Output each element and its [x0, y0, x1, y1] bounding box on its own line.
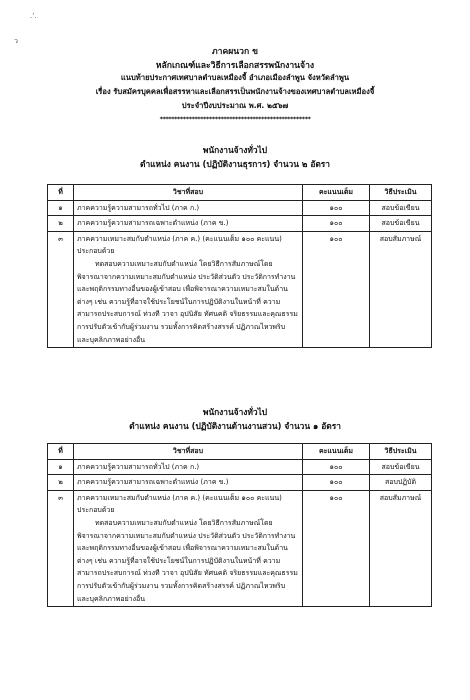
row-method: สอบข้อเขียน: [370, 459, 432, 475]
row-detail: ทดสอบความเหมาะสมกับตำแหน่ง โดยวิธีการสัมภาษณ์โดยพิจารณาจากความเหมาะสมกับตำแหน่ง ประวัติส่วนตัว ประวัติการทำงาน และพฤติกรรมทางอื่นของผู้เข้าสอบ เพื่อพิจารณาความเหมาะสมในด้านต่างๆ เช่น ความรู้ที่อาจใช้ประโยชน์ในการปฏิบัติงานในหน้าที่ ความสามารถประสบการณ์ ท่วงที วาจา อุปนิสัย ทัศนคติ จริยธรรมและคุณธรรม การปรับตัวเข้ากับผู้ร่วมงาน รวมทั้งการคิดสร้างสรรค์ ปฏิภาณไหวพริบ และบุคลิกภาพอย่างอื่น: [77, 259, 298, 344]
row-method: สอบสัมภาษณ์: [370, 490, 432, 606]
col-header-score: คะแนนเต็ม: [303, 444, 370, 460]
scan-mark-top: .ʻ.: [30, 12, 37, 20]
doc-subtitle-1: แนบท้ายประกาศเทศบาลตำบลเหมืองจี้ อำเภอเมืองลำพูน จังหวัดลำพูน: [120, 73, 350, 82]
scan-mark-left: ว: [14, 37, 18, 45]
selection-table-2: [47, 443, 432, 607]
row-score: ๑๐๐: [303, 490, 370, 606]
row-detail: ทดสอบความเหมาะสมกับตำแหน่ง โดยวิธีการสัมภาษณ์โดยพิจารณาจากความเหมาะสมกับตำแหน่ง ประวัติส่วนตัว ประวัติการทำงาน และพฤติกรรมทางอื่นของผู้เข้าสอบ เพื่อพิจารณาความเหมาะสมในด้านต่างๆ เช่น ความรู้ที่อาจใช้ประโยชน์ในการปฏิบัติงานในหน้าที่ ความสามารถประสบการณ์ ท่วงที วาจา อุปนิสัย ทัศนคติ จริยธรรมและคุณธรรม การปรับตัวเข้ากับผู้ร่วมงาน รวมทั้งการคิดสร้างสรรค์ ปฏิภาณไหวพริบ และบุคลิกภาพอย่างอื่น: [77, 518, 298, 603]
col-header-score: คะแนนเต็ม: [303, 185, 370, 201]
section-2-title: พนักงานจ้างทั่วไป: [202, 407, 268, 417]
table-row: [48, 490, 432, 606]
section-2-position: ตำแหน่ง คนงาน (ปฏิบัติงานด้านงานสวน) จำนวน ๑ อัตรา: [129, 421, 341, 431]
row-score: ๑๐๐: [303, 459, 370, 475]
row-no: ๒: [48, 216, 74, 232]
col-header-subject: วิชาที่สอบ: [74, 444, 303, 460]
table-row: [48, 216, 432, 232]
star-divider: ****************************************************: [159, 115, 311, 123]
col-header-method: วิธีประเมิน: [370, 444, 432, 460]
table-row: [48, 459, 432, 475]
row-subject: ภาคความเหมาะสมกับตำแหน่ง (ภาค ค.) (คะแนนเต็ม ๑๐๐ คะแนน) ประกอบด้วย: [77, 234, 282, 256]
row-subject-cell: [74, 490, 303, 606]
table-row: [48, 200, 432, 216]
row-subject: ภาคความรู้ความสามารถเฉพาะตำแหน่ง (ภาค ข.): [74, 475, 303, 491]
row-method: สอบปฏิบัติ: [370, 475, 432, 491]
row-score: ๑๐๐: [303, 200, 370, 216]
col-header-subject: วิชาที่สอบ: [74, 185, 303, 201]
row-subject: ภาคความรู้ความสามารถทั่วไป (ภาค ก.): [74, 200, 303, 216]
col-header-no: ที่: [48, 444, 74, 460]
col-header-no: ที่: [48, 185, 74, 201]
row-no: ๑: [48, 459, 74, 475]
row-score: ๑๐๐: [303, 475, 370, 491]
col-header-method: วิธีประเมิน: [370, 185, 432, 201]
section-1-position: ตำแหน่ง คนงาน (ปฏิบัติงานธุรการ) จำนวน ๒ อัตรา: [140, 159, 330, 169]
row-method: สอบข้อเขียน: [370, 200, 432, 216]
row-no: ๓: [48, 231, 74, 347]
row-subject: ภาคความรู้ความสามารถทั่วไป (ภาค ก.): [74, 459, 303, 475]
selection-table-1: [47, 184, 432, 348]
row-subject-cell: [74, 231, 303, 347]
row-subject: ภาคความเหมาะสมกับตำแหน่ง (ภาค ค.) (คะแนนเต็ม ๑๐๐ คะแนน) ประกอบด้วย: [77, 493, 282, 515]
row-subject: ภาคความรู้ความสามารถเฉพาะตำแหน่ง (ภาค ข.): [74, 216, 303, 232]
row-no: ๑: [48, 200, 74, 216]
row-no: ๓: [48, 490, 74, 606]
row-method: สอบสัมภาษณ์: [370, 231, 432, 347]
row-score: ๑๐๐: [303, 216, 370, 232]
row-no: ๒: [48, 475, 74, 491]
row-method: สอบข้อเขียน: [370, 216, 432, 232]
attachment-label: ภาคผนวก ข: [211, 47, 259, 57]
table-row: [48, 231, 432, 347]
section-1-title: พนักงานจ้างทั่วไป: [202, 145, 268, 155]
row-score: ๑๐๐: [303, 231, 370, 347]
doc-title: หลักเกณฑ์และวิธีการเลือกสรรพนักงานจ้าง: [155, 61, 315, 71]
table-header-row: [48, 185, 432, 201]
table-header-row: [48, 444, 432, 460]
doc-subtitle-3: ประจำปีงบประมาณ พ.ศ. ๒๕๖๗: [181, 101, 289, 110]
doc-subtitle-2: เรื่อง รับสมัครบุคคลเพื่อสรรหาและเลือกสรรเป็นพนักงานจ้างของเทศบาลตำบลเหมืองจี้: [95, 87, 375, 96]
table-row: [48, 475, 432, 491]
